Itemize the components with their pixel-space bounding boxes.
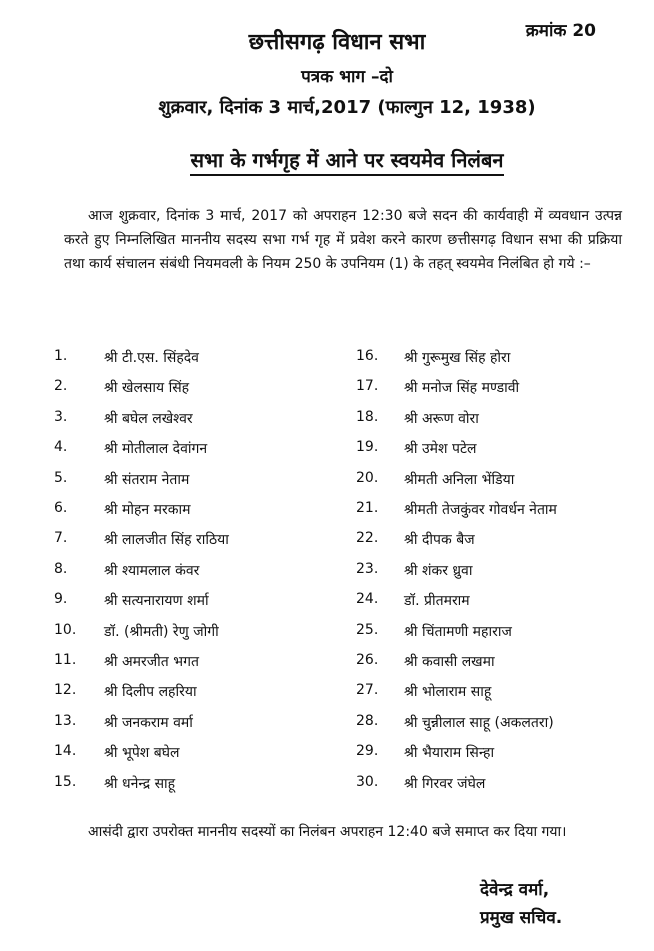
member-number: 17. (356, 378, 379, 395)
member-name: डॉ. (श्रीमती) रेणु जोगी (104, 623, 219, 640)
member-number: 13. (54, 712, 77, 729)
member-name: श्री बघेल लखेश्वर (104, 410, 193, 427)
member-number: 10. (54, 621, 77, 638)
member-row (0, 682, 654, 708)
member-number: 28. (356, 712, 379, 729)
member-name: श्री दीपक बैज (404, 532, 475, 549)
member-name: श्री मोतीलाल देवांगन (104, 441, 208, 458)
member-name: श्री संतराम नेताम (104, 471, 190, 488)
member-name: डॉ. प्रीतमराम (404, 593, 470, 610)
member-number: 20. (356, 469, 379, 486)
member-name: श्री श्यामलाल कंवर (104, 562, 200, 579)
member-number: 12. (54, 682, 77, 699)
closing-paragraph (64, 820, 622, 844)
member-name: श्री मनोज सिंह मण्डावी (404, 380, 520, 397)
member-name: श्री धनेन्द्र साहू (104, 775, 176, 792)
member-number: 2. (54, 378, 68, 395)
member-number: 16. (356, 348, 379, 364)
document-header (0, 26, 654, 119)
member-name: श्री भूपेश बघेल (104, 745, 180, 762)
closing-text: आसंदी द्वारा उपरोक्त माननीय सदस्यों का निलंबन अपराहन 12:40 बजे समाप्त कर दिया गया। (88, 824, 567, 840)
intro-text: आज शुक्रवार, दिनांक 3 मार्च, 2017 को अपराहन 12:30 बजे सदन की कार्यवाही में व्यवधान उत्पन्न करते हुए निम्नलिखित माननीय सदस्य सभा गर्भ गृह में प्रवेश करने कारण छत्तीसगढ़ विधान सभा की प्रक्रिया तथा कार्य संचालन संबंधी नियमवली के नियम 250 के उपनियम (1) के तहत् स्वयमेव निलंबित हो गये :– (64, 208, 622, 272)
member-row (0, 743, 654, 769)
member-number: 22. (356, 530, 379, 547)
member-name: श्री अमरजीत भगत (104, 654, 199, 670)
member-name: श्रीमती अनिला भेंडिया (404, 471, 515, 488)
member-name: श्री मोहन मरकाम (104, 502, 191, 518)
member-row (0, 348, 654, 374)
member-name: श्री कवासी लखमा (404, 654, 495, 670)
member-number: 18. (356, 408, 379, 425)
member-row (0, 713, 654, 739)
member-row (0, 500, 654, 526)
member-number: 30. (356, 773, 379, 790)
serial-number: क्रमांक 20 (525, 21, 596, 41)
member-number: 5. (54, 469, 68, 486)
member-row (0, 774, 654, 800)
member-name: श्री भैयाराम सिन्हा (404, 745, 495, 762)
member-number: 14. (54, 743, 77, 760)
member-number: 1. (54, 348, 68, 364)
member-name: श्री जनकराम वर्मा (104, 714, 193, 731)
member-name: श्री लालजीत सिंह राठिया (104, 532, 229, 549)
member-name: श्री चिंतामणी महाराज (404, 623, 512, 640)
member-name: श्री भोलाराम साहू (404, 684, 492, 701)
signatory-name: देवेन्द्र वर्मा, (480, 880, 550, 900)
member-name: श्री गिरवर जंघेल (404, 775, 486, 792)
signature-block (480, 876, 562, 932)
member-row (0, 530, 654, 556)
member-number: 25. (356, 621, 379, 638)
member-number: 26. (356, 652, 379, 668)
member-number: 15. (54, 773, 77, 790)
member-row (0, 622, 654, 648)
member-number: 29. (356, 743, 379, 760)
member-name: श्री टी.एस. सिंहदेव (104, 350, 199, 366)
document-heading (20, 146, 654, 173)
intro-paragraph (64, 204, 622, 276)
member-name: श्री दिलीप लहरिया (104, 684, 197, 701)
member-number: 3. (54, 408, 68, 425)
member-name: श्री अरूण वोरा (404, 410, 479, 427)
bulletin-part: पत्रक भाग –दो (301, 67, 393, 87)
member-number: 19. (356, 439, 379, 456)
member-row (0, 652, 654, 678)
member-row (0, 409, 654, 435)
member-name: श्रीमती तेजकुंवर गोवर्धन नेताम (404, 502, 557, 518)
document-date: शुक्रवार, दिनांक 3 मार्च,2017 (फाल्गुन 12, 1938) (158, 97, 536, 118)
signatory-title: प्रमुख सचिव. (480, 908, 563, 928)
heading-text: सभा के गर्भगृह में आने पर स्वयमेव निलंबन (190, 148, 503, 176)
member-name: श्री सत्यनारायण शर्मा (104, 593, 209, 610)
member-number: 9. (54, 591, 68, 608)
member-number: 24. (356, 591, 379, 608)
member-number: 27. (356, 682, 379, 699)
member-number: 8. (54, 560, 68, 577)
member-row (0, 470, 654, 496)
member-name: श्री खेलसाय सिंह (104, 380, 190, 397)
member-number: 7. (54, 530, 68, 547)
member-number: 23. (356, 560, 379, 577)
member-name: श्री चुन्नीलाल साहू (अकलतरा) (404, 714, 554, 731)
member-name: श्री गुरूमुख सिंह होरा (404, 350, 511, 366)
member-row (0, 378, 654, 404)
member-row (0, 561, 654, 587)
member-number: 21. (356, 500, 379, 516)
member-row (0, 591, 654, 617)
member-row (0, 439, 654, 465)
member-name: श्री उमेश पटेल (404, 441, 477, 458)
member-number: 6. (54, 500, 68, 516)
member-name: श्री शंकर ध्रुवा (404, 562, 473, 579)
member-number: 4. (54, 439, 68, 456)
member-number: 11. (54, 652, 77, 668)
assembly-title: छत्तीसगढ़ विधान सभा (248, 30, 426, 55)
